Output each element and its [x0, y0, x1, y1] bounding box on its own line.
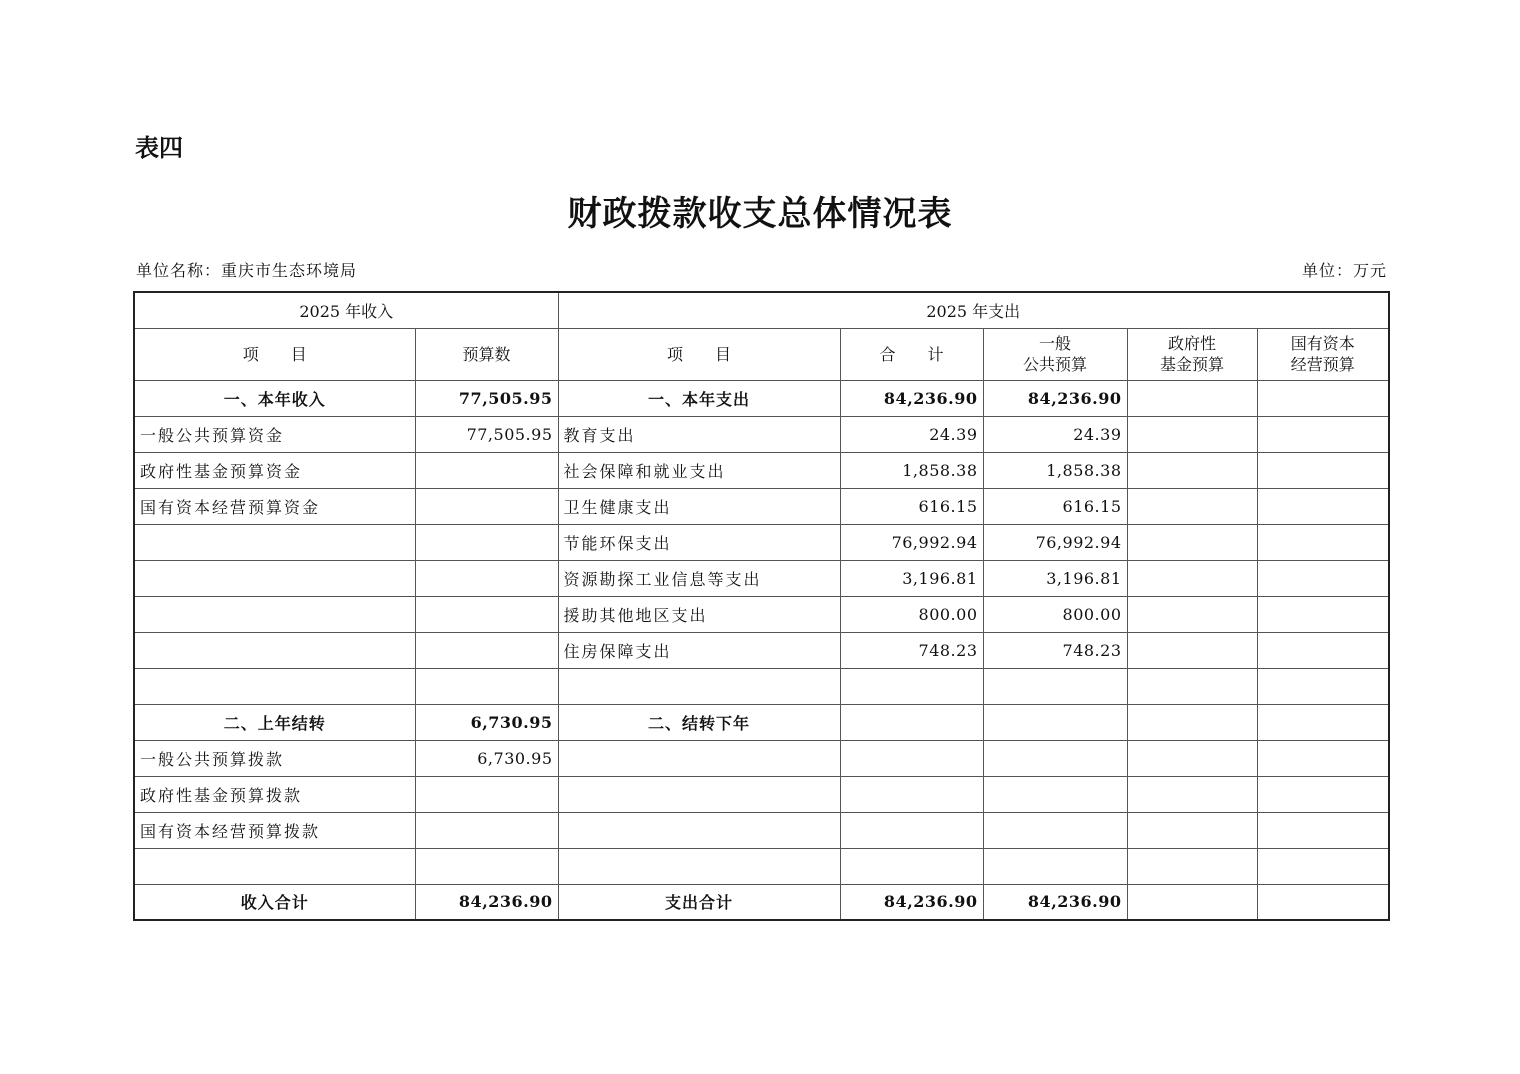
general-budget-cell [983, 704, 1127, 740]
income-amount-cell [415, 596, 558, 632]
table-row [134, 596, 1389, 632]
general-budget-cell: 24.39 [983, 416, 1127, 452]
table-row [134, 848, 1389, 884]
table-row [134, 668, 1389, 704]
income-item-cell: 收入合计 [134, 884, 415, 920]
income-item-cell: 一般公共预算资金 [134, 416, 415, 452]
gov-fund-cell [1127, 812, 1257, 848]
income-amount-cell: 77,505.95 [415, 416, 558, 452]
general-budget-cell: 76,992.94 [983, 524, 1127, 560]
general-budget-cell: 1,858.38 [983, 452, 1127, 488]
expense-item-cell: 卫生健康支出 [558, 488, 840, 524]
state-capital-cell [1257, 416, 1389, 452]
state-capital-cell [1257, 848, 1389, 884]
income-item-cell [134, 668, 415, 704]
state-capital-cell [1257, 596, 1389, 632]
column-header-row [134, 328, 1389, 380]
income-amount-cell [415, 560, 558, 596]
income-item-cell: 一、本年收入 [134, 380, 415, 416]
table-row [134, 488, 1389, 524]
total-header: 合 计 [840, 328, 983, 380]
general-budget-cell: 84,236.90 [983, 380, 1127, 416]
income-amount-cell [415, 848, 558, 884]
general-budget-cell [983, 740, 1127, 776]
gov-fund-cell [1127, 416, 1257, 452]
expense-item-cell [558, 776, 840, 812]
state-capital-header-line2: 经营预算 [1290, 355, 1355, 374]
general-budget-header-line1: 一般 [1038, 334, 1071, 353]
total-cell [840, 740, 983, 776]
state-capital-cell [1257, 740, 1389, 776]
gov-fund-cell [1127, 632, 1257, 668]
expense-item-cell: 一、本年支出 [558, 380, 840, 416]
total-cell [840, 668, 983, 704]
expense-item-cell: 资源勘探工业信息等支出 [558, 560, 840, 596]
income-item-cell [134, 524, 415, 560]
general-budget-cell: 3,196.81 [983, 560, 1127, 596]
income-item-cell: 国有资本经营预算资金 [134, 488, 415, 524]
income-item-cell [134, 848, 415, 884]
income-amount-cell [415, 812, 558, 848]
expense-item-cell: 二、结转下年 [558, 704, 840, 740]
table-row [134, 452, 1389, 488]
expense-item-header: 项 目 [558, 328, 840, 380]
table-row [134, 632, 1389, 668]
income-item-cell [134, 632, 415, 668]
table-row [134, 704, 1389, 740]
gov-fund-header-line1: 政府性 [1167, 334, 1216, 353]
income-amount-cell [415, 668, 558, 704]
general-budget-cell [983, 776, 1127, 812]
table-row [134, 380, 1389, 416]
state-capital-header-line1: 国有资本 [1290, 334, 1355, 353]
general-budget-cell [983, 812, 1127, 848]
organization-label: 单位名称：重庆市生态环境局 [136, 261, 358, 280]
state-capital-cell [1257, 560, 1389, 596]
gov-fund-cell [1127, 380, 1257, 416]
income-amount-cell: 77,505.95 [415, 380, 558, 416]
income-amount-cell [415, 632, 558, 668]
table-row [134, 812, 1389, 848]
state-capital-header [1257, 328, 1389, 380]
general-budget-cell: 84,236.90 [983, 884, 1127, 920]
gov-fund-header-line2: 基金预算 [1159, 355, 1224, 374]
total-cell: 3,196.81 [840, 560, 983, 596]
total-cell: 84,236.90 [840, 884, 983, 920]
table-row [134, 740, 1389, 776]
income-amount-cell [415, 524, 558, 560]
state-capital-cell [1257, 488, 1389, 524]
income-item-cell: 二、上年结转 [134, 704, 415, 740]
gov-fund-cell [1127, 596, 1257, 632]
total-cell [840, 704, 983, 740]
income-amount-cell: 6,730.95 [415, 704, 558, 740]
document-label: 表四 [135, 134, 183, 162]
income-item-cell: 国有资本经营预算拨款 [134, 812, 415, 848]
income-amount-cell: 84,236.90 [415, 884, 558, 920]
income-item-cell [134, 560, 415, 596]
gov-fund-cell [1127, 668, 1257, 704]
total-cell [840, 848, 983, 884]
state-capital-cell [1257, 704, 1389, 740]
gov-fund-cell [1127, 740, 1257, 776]
state-capital-cell [1257, 668, 1389, 704]
state-capital-cell [1257, 380, 1389, 416]
table-row [134, 524, 1389, 560]
total-cell: 84,236.90 [840, 380, 983, 416]
general-budget-header-line2: 公共预算 [1022, 355, 1087, 374]
income-item-cell: 政府性基金预算资金 [134, 452, 415, 488]
general-budget-cell [983, 668, 1127, 704]
expense-item-cell: 节能环保支出 [558, 524, 840, 560]
gov-fund-cell [1127, 848, 1257, 884]
table-row [134, 884, 1389, 920]
income-amount-cell [415, 488, 558, 524]
state-capital-cell [1257, 452, 1389, 488]
general-budget-cell: 800.00 [983, 596, 1127, 632]
expense-item-cell [558, 848, 840, 884]
table-row [134, 560, 1389, 596]
total-cell: 748.23 [840, 632, 983, 668]
expense-item-cell [558, 740, 840, 776]
general-budget-cell [983, 848, 1127, 884]
total-cell: 76,992.94 [840, 524, 983, 560]
state-capital-cell [1257, 812, 1389, 848]
total-cell: 616.15 [840, 488, 983, 524]
income-amount-cell: 6,730.95 [415, 740, 558, 776]
total-cell: 24.39 [840, 416, 983, 452]
total-cell [840, 776, 983, 812]
income-group-header: 2025 年收入 [134, 292, 558, 328]
gov-fund-cell [1127, 560, 1257, 596]
table-row [134, 776, 1389, 812]
gov-fund-header [1127, 328, 1257, 380]
table-row [134, 416, 1389, 452]
expense-item-cell: 教育支出 [558, 416, 840, 452]
expense-item-cell: 住房保障支出 [558, 632, 840, 668]
income-budget-header: 预算数 [415, 328, 558, 380]
income-item-header: 项 目 [134, 328, 415, 380]
expense-item-cell [558, 668, 840, 704]
income-item-cell: 政府性基金预算拨款 [134, 776, 415, 812]
expense-group-header: 2025 年支出 [558, 292, 1389, 328]
total-cell: 1,858.38 [840, 452, 983, 488]
income-item-cell: 一般公共预算拨款 [134, 740, 415, 776]
expense-item-cell [558, 812, 840, 848]
general-budget-cell: 616.15 [983, 488, 1127, 524]
state-capital-cell [1257, 776, 1389, 812]
income-amount-cell [415, 776, 558, 812]
income-amount-cell [415, 452, 558, 488]
gov-fund-cell [1127, 704, 1257, 740]
gov-fund-cell [1127, 884, 1257, 920]
budget-table [133, 291, 1390, 921]
total-cell [840, 812, 983, 848]
group-header-row [134, 292, 1389, 328]
gov-fund-cell [1127, 776, 1257, 812]
state-capital-cell [1257, 884, 1389, 920]
general-budget-cell: 748.23 [983, 632, 1127, 668]
state-capital-cell [1257, 524, 1389, 560]
general-budget-header [983, 328, 1127, 380]
state-capital-cell [1257, 632, 1389, 668]
expense-item-cell: 支出合计 [558, 884, 840, 920]
total-cell: 800.00 [840, 596, 983, 632]
gov-fund-cell [1127, 488, 1257, 524]
gov-fund-cell [1127, 524, 1257, 560]
expense-item-cell: 援助其他地区支出 [558, 596, 840, 632]
unit-label: 单位：万元 [1301, 261, 1387, 280]
gov-fund-cell [1127, 452, 1257, 488]
income-item-cell [134, 596, 415, 632]
expense-item-cell: 社会保障和就业支出 [558, 452, 840, 488]
page-title: 财政拨款收支总体情况表 [567, 194, 953, 234]
